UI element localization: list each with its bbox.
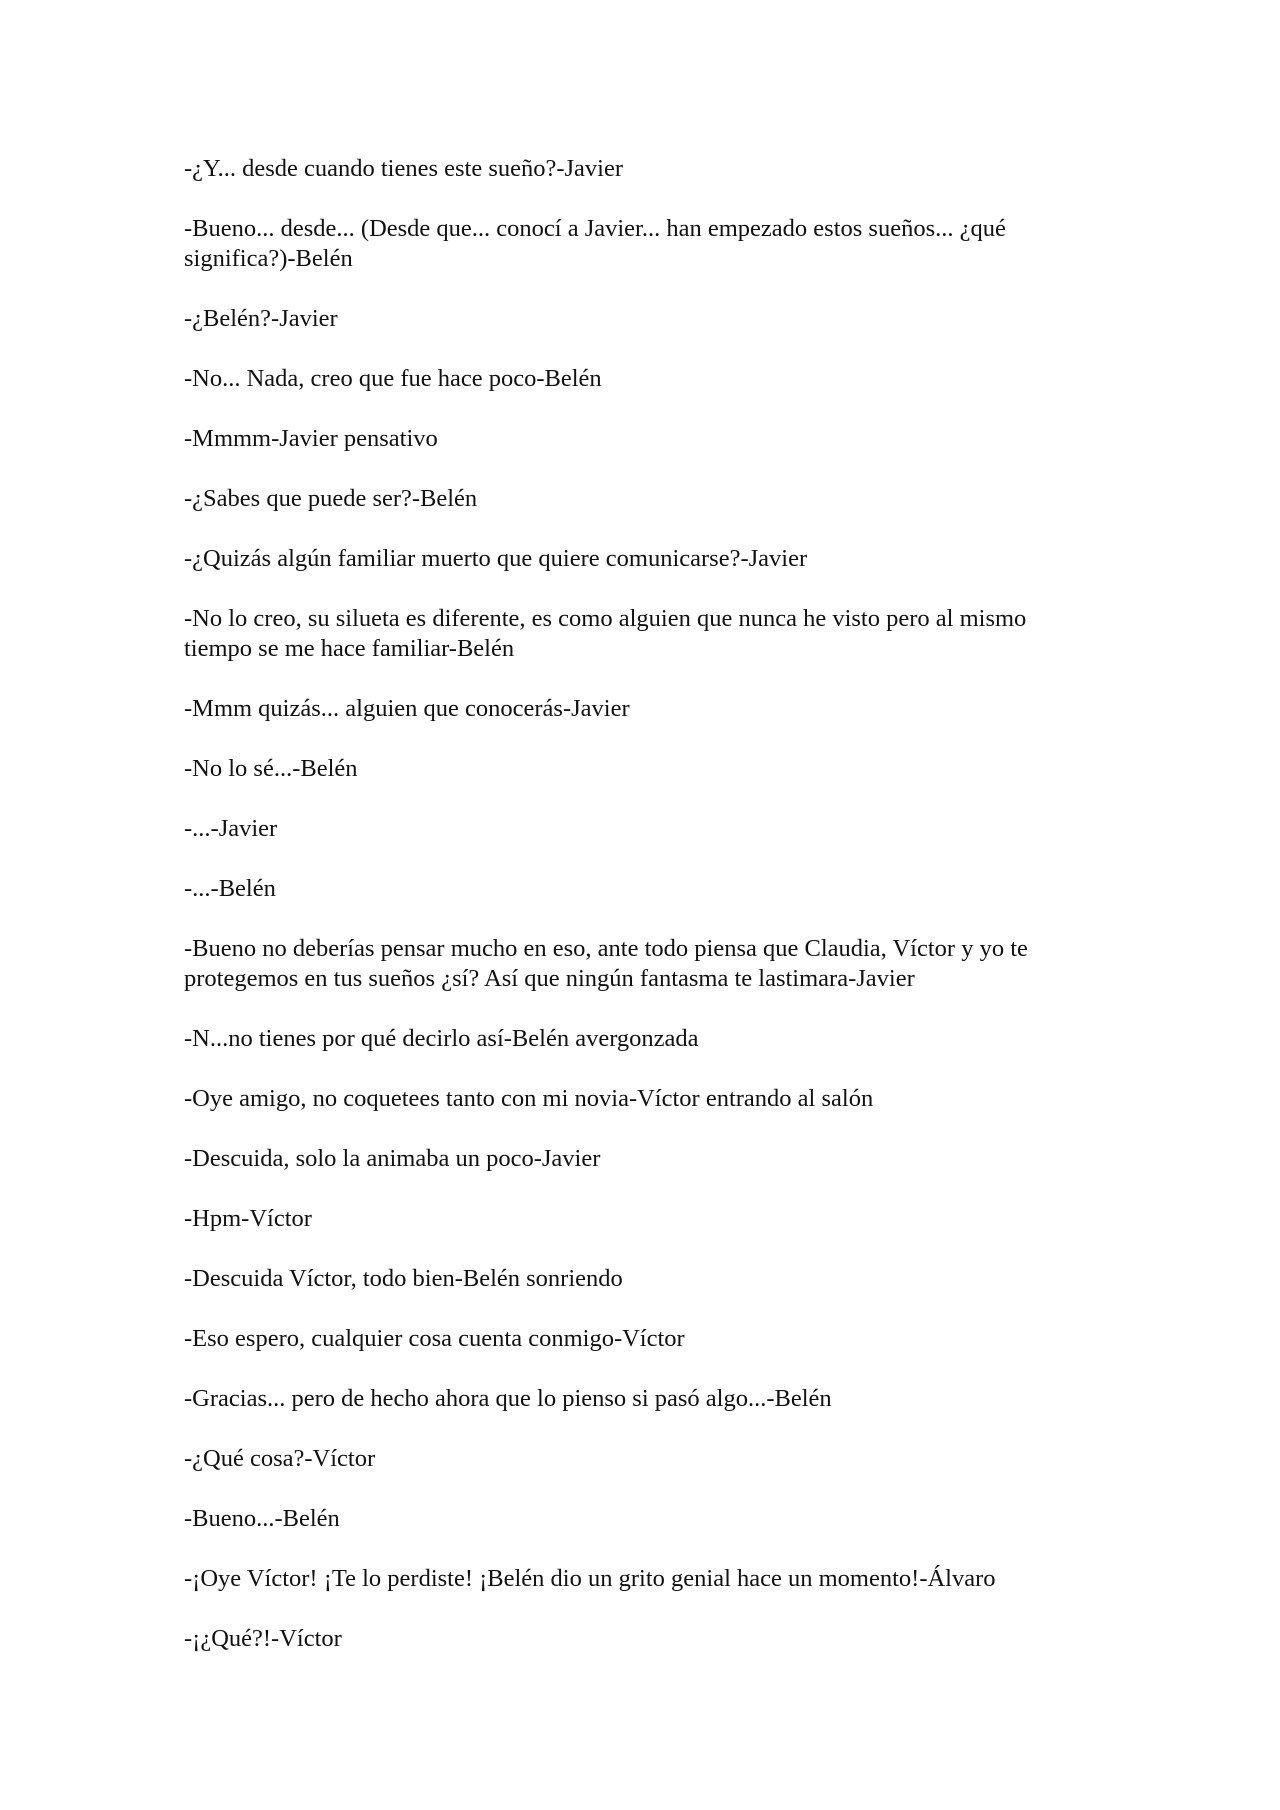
dialogue-line: -Bueno no deberías pensar mucho en eso, ante todo piensa que Claudia, Víctor y yo te protegemos en tus sueños ¿sí? Así que ningún fantasma te lastimara-Javier	[184, 935, 1028, 992]
dialogue-line: -Eso espero, cualquier cosa cuenta conmigo-Víctor	[184, 1325, 685, 1352]
dialogue-line: -¿Quizás algún familiar muerto que quiere comunicarse?-Javier	[184, 545, 808, 572]
dialogue-line: -...-Belén	[184, 875, 276, 902]
dialogue-line: -¿Y... desde cuando tienes este sueño?-Javier	[184, 155, 624, 182]
dialogue-line: -¡Oye Víctor! ¡Te lo perdiste! ¡Belén dio un grito genial hace un momento!-Álvaro	[184, 1565, 996, 1592]
dialogue-line: -Oye amigo, no coquetees tanto con mi novia-Víctor entrando al salón	[184, 1085, 874, 1112]
dialogue-line: -Descuida, solo la animaba un poco-Javier	[184, 1145, 601, 1172]
dialogue-line: -No lo sé...-Belén	[184, 755, 358, 782]
dialogue-line: -N...no tienes por qué decirlo así-Belén avergonzada	[184, 1025, 699, 1052]
dialogue-line: -Bueno... desde... (Desde que... conocí a Javier... han empezado estos sueños... ¿qué significa?)-Belén	[184, 215, 1006, 272]
dialogue-line: -No lo creo, su silueta es diferente, es como alguien que nunca he visto pero al mismo tiempo se me hace familiar-Belén	[184, 605, 1027, 662]
dialogue-line: -Descuida Víctor, todo bien-Belén sonriendo	[184, 1265, 623, 1292]
dialogue-line: -No... Nada, creo que fue hace poco-Belén	[184, 365, 602, 392]
dialogue-line: -¿Qué cosa?-Víctor	[184, 1445, 376, 1472]
document-page	[184, 154, 1084, 1684]
dialogue-line: -...-Javier	[184, 815, 278, 842]
dialogue-line: -Gracias... pero de hecho ahora que lo pienso si pasó algo...-Belén	[184, 1385, 832, 1412]
dialogue-line: -¿Belén?-Javier	[184, 305, 338, 332]
dialogue-line: -Hpm-Víctor	[184, 1205, 312, 1232]
dialogue-line: -Mmmm-Javier pensativo	[184, 425, 438, 452]
dialogue-line: -¿Sabes que puede ser?-Belén	[184, 485, 478, 512]
dialogue-line: -¡¿Qué?!-Víctor	[184, 1625, 342, 1652]
dialogue-line: -Bueno...-Belén	[184, 1505, 340, 1532]
dialogue-line: -Mmm quizás... alguien que conocerás-Javier	[184, 695, 630, 722]
